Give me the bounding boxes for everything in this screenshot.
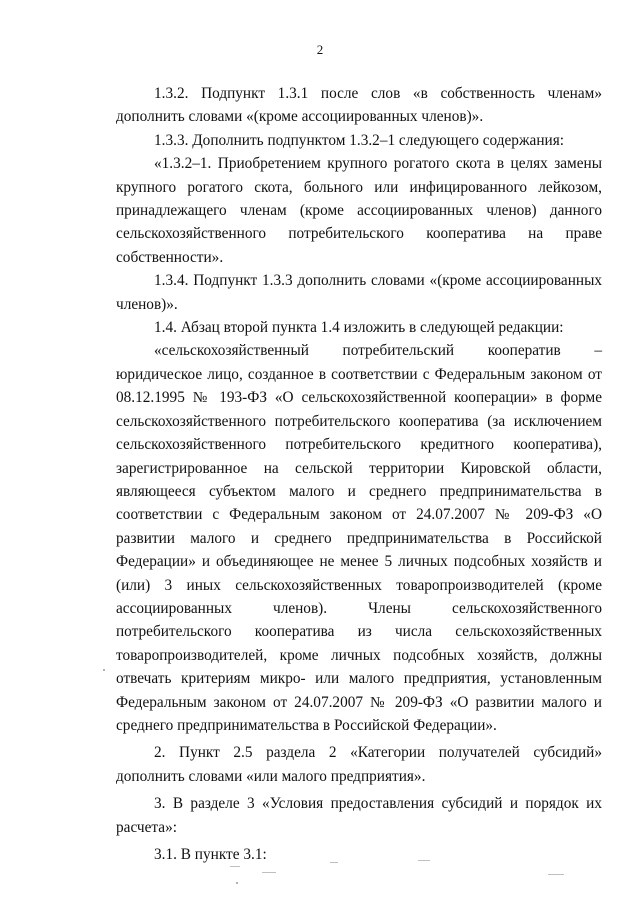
paragraph-1-4: 1.4. Абзац второй пункта 1.4 изложить в следующей редакции:: [154, 319, 564, 337]
paragraph-2: 2. Пункт 2.5 раздела 2 «Категории получателей субсидий» дополнить словами «или малого предприятия».: [116, 744, 602, 785]
scan-artifact: [103, 669, 105, 671]
scan-artifact: [230, 866, 240, 867]
paragraph-1-3-2-1-quote: «1.3.2–1. Приобретением крупного рогатого скота в целях замены крупного рогатого скота, больного или инфицированного лейкозом, принадлежащего членам (кроме ассоциированных членов) данного сельскохозяйственного потребительского кооператива на праве собственности».: [116, 155, 602, 266]
paragraph-1-3-4: 1.3.4. Подпункт 1.3.3 дополнить словами «(кроме ассоциированных членов)».: [116, 272, 602, 313]
paragraph-1-3-3: 1.3.3. Дополнить подпунктом 1.3.2–1 следующего содержания:: [154, 131, 564, 149]
scan-artifact: [418, 860, 430, 861]
paragraph-3-1: 3.1. В пункте 3.1:: [154, 846, 267, 863]
document-body: [116, 82, 602, 866]
scan-artifact: [236, 882, 238, 884]
scan-artifact: [262, 872, 276, 873]
page-number: 2: [316, 42, 324, 57]
scan-artifact: [330, 862, 338, 863]
paragraph-1-4-definition: «сельскохозяйственный потребительский кооператив – юридическое лицо, созданное в соответствии с Федеральным законом от 08.12.1995 № 193-ФЗ «О сельскохозяйственной кооперации» в форме сельскохозяйственного потребительского кооператива (за исключением сельскохозяйственного потребительского кредитного кооператива), зарегистрированное на сельской территории Кировской области, являющееся субъектом малого и среднего предпринимательства в соответствии с Федеральным законом от 24.07.2007 № 209-ФЗ «О развитии малого и среднего предпринимательства в Российской Федерации» и объединяющее не менее 5 личных подсобных хозяйств и (или) 3 иных сельскохозяйственных товаропроизводителей (кроме ассоциированных членов). Члены сельскохозяйственного потребительского кооператива из числа сельскохозяйственных товаропроизводителей, кроме личных подсобных хозяйств, должны отвечать критериям микро- или малого предприятия, установленным Федеральным законом от 24.07.2007 № 209-ФЗ «О развитии малого и среднего предпринимательства в Российской Федерации».: [116, 342, 602, 734]
paragraph-1-3-2: 1.3.2. Подпункт 1.3.1 после слов «в собственность членам» дополнить словами «(кроме ассоциированных членов)».: [116, 85, 602, 126]
paragraph-3: 3. В разделе 3 «Условия предоставления субсидий и порядок их расчета»:: [116, 795, 602, 836]
scan-artifact: [548, 874, 564, 875]
